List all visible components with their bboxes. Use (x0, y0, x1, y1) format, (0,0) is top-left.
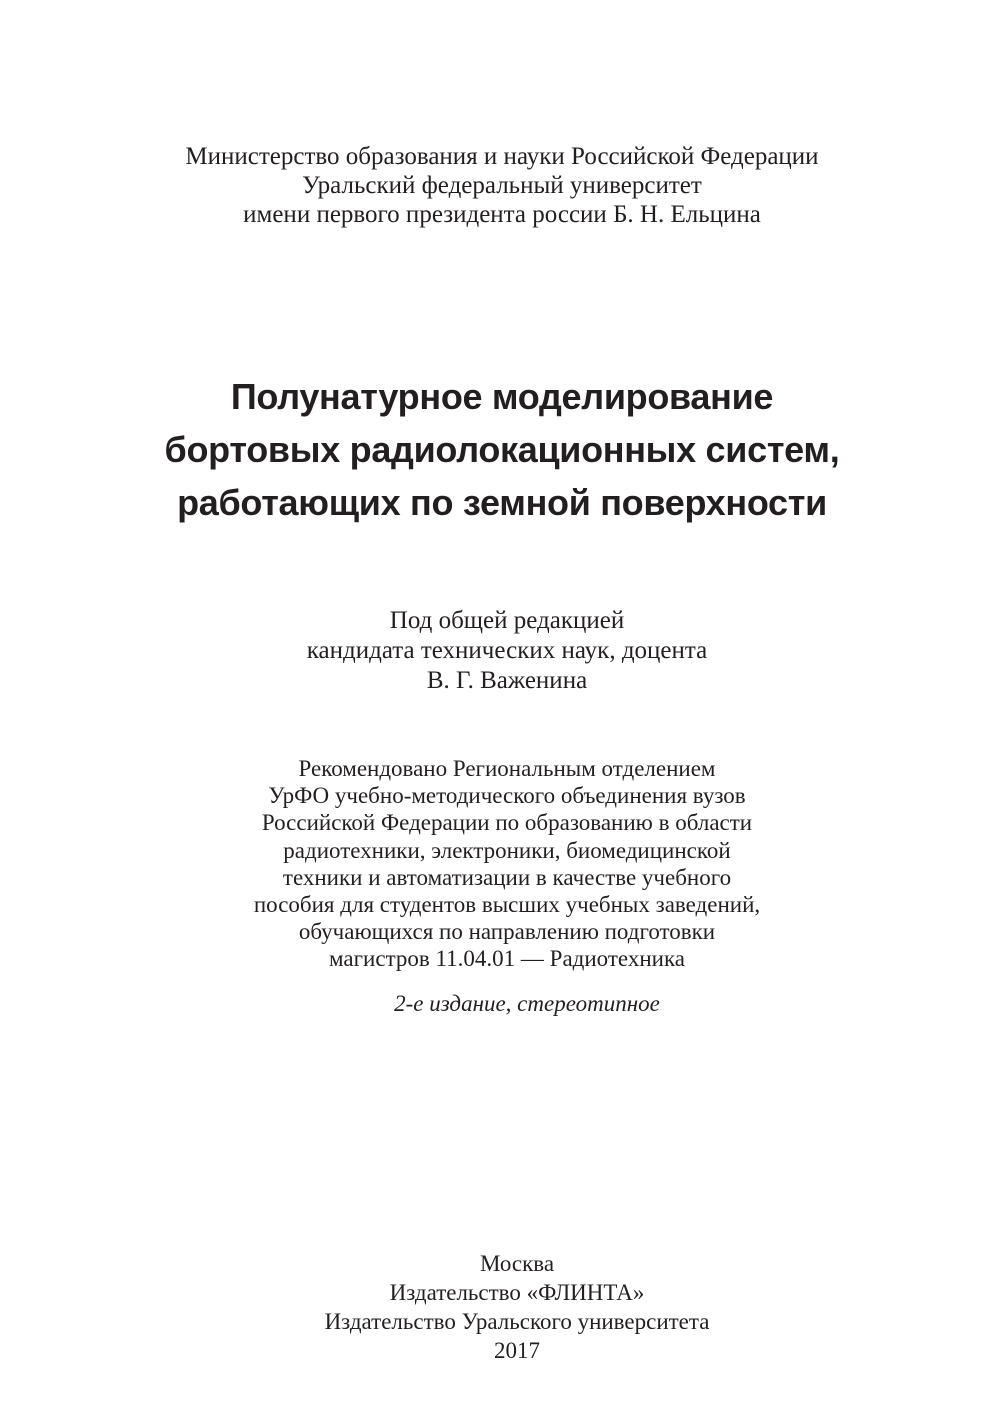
imprint-publisher-2: Издательство Уральского университета (324, 1309, 710, 1334)
recommendation-line-5: техники и автоматизации в качестве учебного (282, 864, 732, 890)
university-name-line: имени первого президента россии Б. Н. Ельцина (243, 201, 761, 228)
editor-line-1: Под общей редакцией (389, 607, 625, 634)
editor-line-2: кандидата технических наук, доцента (306, 637, 708, 664)
title-line-3: работающих по земной поверхности (177, 482, 827, 523)
title-line-2: бортовых радиолокационных систем, (164, 429, 840, 470)
recommendation-line-8: магистров 11.04.01 — Радиотехника (329, 946, 685, 972)
title-line-1: Полунатурное моделирование (230, 376, 774, 417)
edition-text: 2-е издание, стереотипное (394, 991, 660, 1016)
recommendation-block (0, 755, 1004, 973)
editor-block (0, 606, 1004, 696)
recommendation-line-2: УрФО учебно-методического объединения вузов (268, 783, 746, 809)
university-line: Уральский федеральный университет (302, 172, 702, 199)
editor-name: В. Г. Важенина (426, 667, 588, 694)
recommendation-line-7: обучающихся по направлению подготовки (298, 919, 716, 945)
recommendation-line-1: Рекомендовано Региональным отделением (298, 756, 716, 781)
imprint-publisher-1: Издательство «ФЛИНТА» (389, 1280, 645, 1305)
recommendation-line-3: Российской Федерации по образованию в области (261, 810, 753, 836)
institution-header (0, 142, 1004, 229)
imprint-city: Москва (479, 1251, 555, 1276)
ministry-line: Министерство образования и науки Российской Федерации (185, 143, 819, 170)
recommendation-line-4: радиотехники, электроники, биомедицинской (283, 837, 731, 863)
imprint-year: 2017 (494, 1338, 540, 1363)
book-title (0, 370, 1004, 529)
recommendation-line-6: пособия для студентов высших учебных заведений, (253, 892, 761, 918)
edition-note (0, 990, 1004, 1017)
imprint-block (0, 1249, 1004, 1365)
